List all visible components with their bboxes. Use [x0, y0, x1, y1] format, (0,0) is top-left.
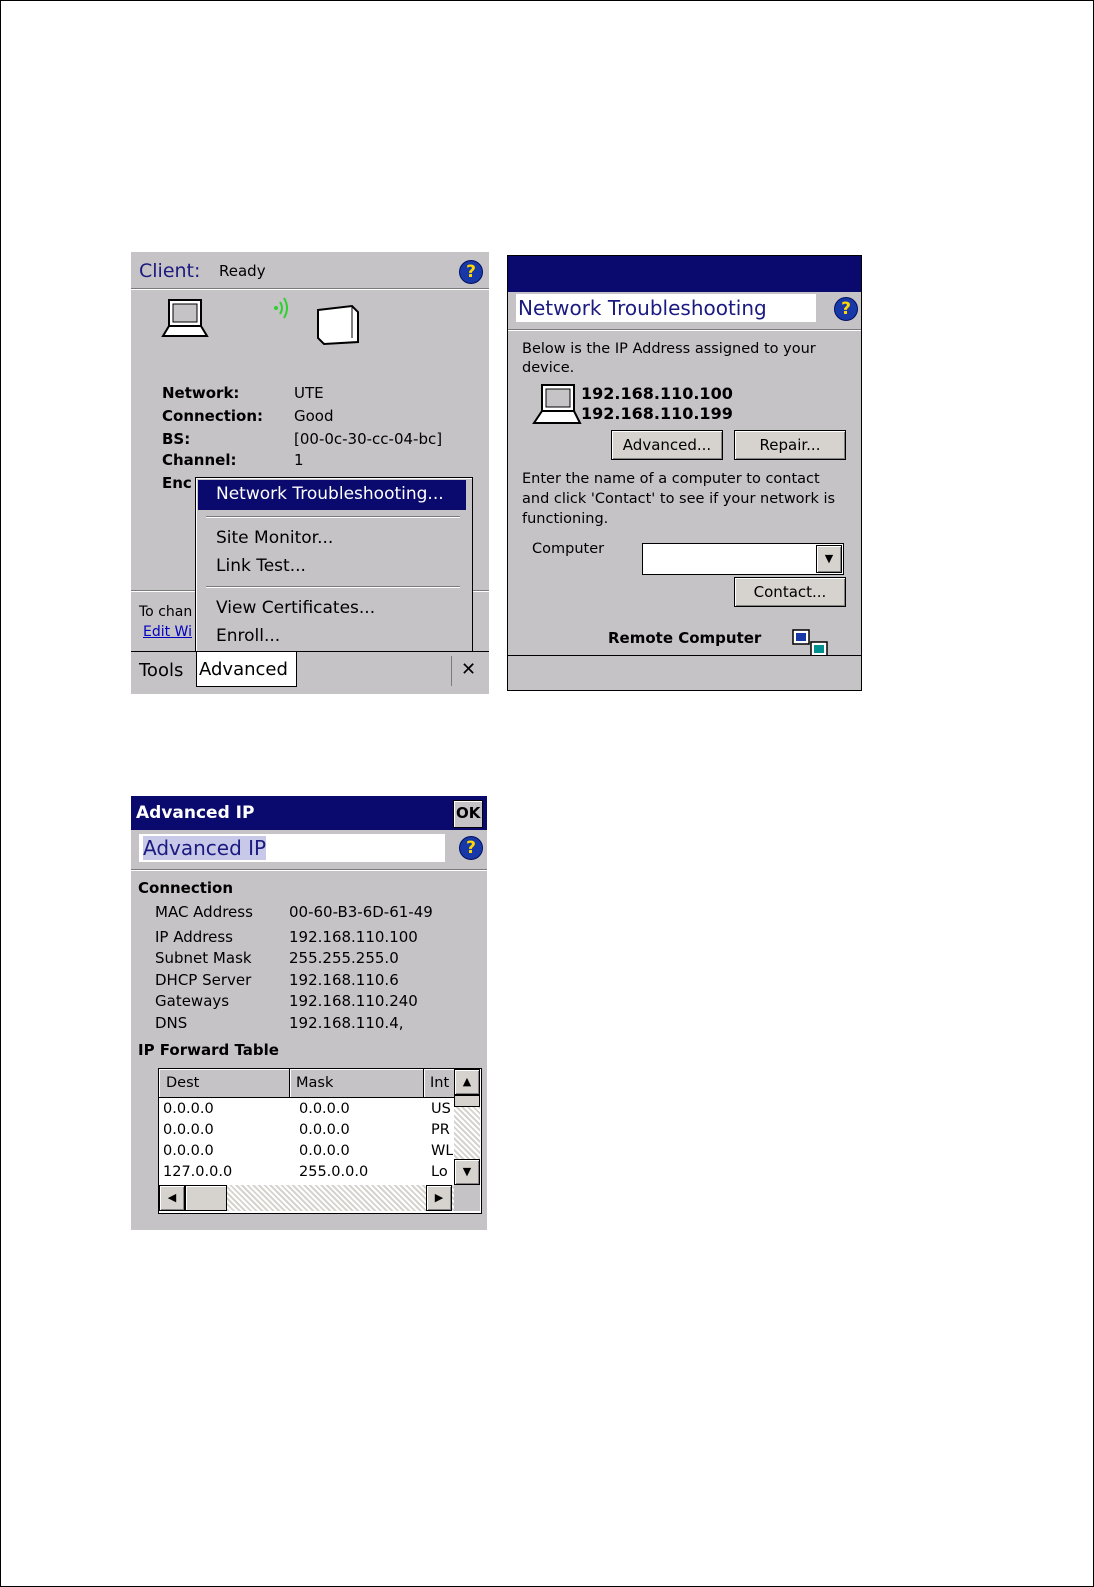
bottom-tab-bar: [131, 651, 489, 694]
title-divider: [508, 329, 862, 331]
contact-button[interactable]: Contact...: [734, 577, 846, 607]
column-header-dest[interactable]: [159, 1069, 290, 1097]
cell-dest: 0.0.0.0: [163, 1101, 214, 1117]
horizontal-scrollbar[interactable]: [159, 1185, 454, 1211]
tab-advanced[interactable]: [196, 652, 297, 687]
advanced-ip-screen: [131, 796, 487, 1230]
field-value: 192.168.110.100: [289, 928, 418, 946]
ok-label: OK: [456, 804, 481, 822]
table-row[interactable]: [159, 1141, 454, 1162]
field-label: Network:: [162, 384, 240, 402]
cell-mask: 255.0.0.0: [299, 1164, 369, 1180]
help-icon[interactable]: ?: [834, 297, 858, 321]
menu-item-link-test[interactable]: Link Test...: [216, 556, 306, 576]
cell-int: PR: [431, 1122, 450, 1138]
cell-mask: 0.0.0.0: [299, 1101, 350, 1117]
menu-item-view-certificates[interactable]: View Certificates...: [216, 598, 376, 618]
field-value: 1: [294, 451, 304, 469]
cell-mask: 0.0.0.0: [299, 1122, 350, 1138]
computer-combobox[interactable]: [642, 543, 844, 575]
chevron-down-icon[interactable]: ▼: [816, 545, 842, 573]
advanced-button[interactable]: Advanced...: [611, 430, 723, 460]
vertical-scrollbar[interactable]: [454, 1069, 480, 1185]
column-header-int[interactable]: [424, 1069, 454, 1097]
troubleshooting-screen: [507, 255, 862, 691]
ok-button[interactable]: [453, 800, 483, 828]
menu-item-site-monitor[interactable]: Site Monitor...: [216, 528, 334, 548]
client-status: Ready: [219, 262, 266, 280]
table-header: [159, 1069, 454, 1098]
field-label: BS:: [162, 430, 191, 448]
cell-dest: 127.0.0.0: [163, 1164, 233, 1180]
remote-computer-icon: [789, 628, 833, 656]
tab-advanced-label: Advanced: [199, 659, 288, 680]
help-icon[interactable]: ?: [459, 260, 483, 284]
connection-heading: Connection: [138, 879, 234, 897]
vertical-scroll-thumb[interactable]: [454, 1095, 480, 1107]
computer-label: Computer: [532, 541, 605, 557]
field-value: 192.168.110.240: [289, 992, 418, 1010]
tab-tools[interactable]: Tools: [139, 660, 184, 681]
column-header-mask[interactable]: [290, 1069, 424, 1097]
help-icon[interactable]: ?: [459, 836, 483, 860]
field-label: Enc: [162, 474, 192, 492]
bottom-bar: [508, 655, 862, 691]
menu-item-network-troubleshooting[interactable]: Network Troubleshooting...: [216, 484, 444, 504]
signal-icon: [271, 296, 291, 320]
field-label: Subnet Mask: [155, 949, 252, 967]
tab-divider: [451, 656, 452, 686]
laptop-icon: [161, 298, 211, 340]
ip-address-2: 192.168.110.199: [581, 404, 733, 423]
field-value: [00-0c-30-cc-04-bc]: [294, 430, 443, 448]
column-label: Dest: [166, 1075, 200, 1091]
scroll-corner: [454, 1185, 480, 1211]
page-title: Advanced IP: [143, 836, 267, 860]
page-title-field: [516, 294, 816, 322]
scroll-up-icon[interactable]: ▲: [454, 1069, 480, 1095]
device-icon: [530, 383, 582, 427]
horizontal-scroll-thumb[interactable]: [185, 1185, 227, 1211]
field-value: 192.168.110.4,: [289, 1014, 404, 1032]
ip-forward-table[interactable]: [158, 1068, 482, 1214]
table-rows: [159, 1099, 454, 1185]
table-row[interactable]: [159, 1162, 454, 1183]
field-label: Gateways: [155, 992, 230, 1010]
repair-button[interactable]: Repair...: [734, 430, 846, 460]
column-label: Int: [430, 1075, 450, 1091]
scroll-down-icon[interactable]: ▼: [454, 1159, 480, 1185]
field-value: 255.255.255.0: [289, 949, 399, 967]
window-title: Advanced IP: [136, 803, 255, 823]
field-label: Channel:: [162, 451, 237, 469]
title-divider: [131, 869, 487, 871]
field-value: UTE: [294, 384, 324, 402]
cell-dest: 0.0.0.0: [163, 1143, 214, 1159]
title-bar: [508, 256, 862, 292]
advanced-menu: [195, 477, 473, 669]
ip-address-1: 192.168.110.100: [581, 384, 733, 403]
column-label: Mask: [296, 1075, 334, 1091]
close-icon[interactable]: ✕: [461, 659, 477, 680]
cell-dest: 0.0.0.0: [163, 1122, 214, 1138]
window-title-bar: [131, 796, 487, 830]
remote-computer-label: Remote Computer: [608, 629, 762, 647]
menu-divider: [206, 516, 460, 518]
client-header-label: Client:: [139, 260, 201, 282]
scroll-left-icon[interactable]: ◀: [159, 1185, 185, 1211]
table-row[interactable]: [159, 1099, 454, 1120]
access-point-icon: [314, 302, 364, 346]
intro-text: Below is the IP Address assigned to your device.: [522, 341, 816, 376]
menu-divider: [206, 586, 460, 588]
cell-int: WL: [431, 1143, 453, 1159]
contact-instructions: Enter the name of a computer to contact and click 'Contact' to see if your network is functioning.: [522, 471, 836, 527]
cell-mask: 0.0.0.0: [299, 1143, 350, 1159]
field-label: Connection:: [162, 407, 264, 425]
field-value: 00-60-B3-6D-61-49: [289, 903, 433, 921]
cell-int: Lo: [431, 1164, 448, 1180]
field-value: 192.168.110.6: [289, 971, 399, 989]
footer-text: To chan: [139, 604, 193, 620]
field-value: Good: [294, 407, 334, 425]
scroll-right-icon[interactable]: ▶: [426, 1185, 452, 1211]
cell-int: US: [431, 1101, 451, 1117]
menu-item-enroll[interactable]: Enroll...: [216, 626, 281, 646]
header-divider: [131, 288, 489, 290]
page-title: Network Troubleshooting: [518, 296, 767, 320]
page-title-field: [139, 834, 445, 862]
field-label: DHCP Server: [155, 971, 252, 989]
footer-link[interactable]: Edit Wi: [143, 624, 192, 640]
field-label: MAC Address: [155, 903, 253, 921]
table-heading: IP Forward Table: [138, 1041, 279, 1059]
client-screen: [131, 252, 489, 694]
field-label: IP Address: [155, 928, 233, 946]
field-label: DNS: [155, 1014, 188, 1032]
table-row[interactable]: [159, 1120, 454, 1141]
